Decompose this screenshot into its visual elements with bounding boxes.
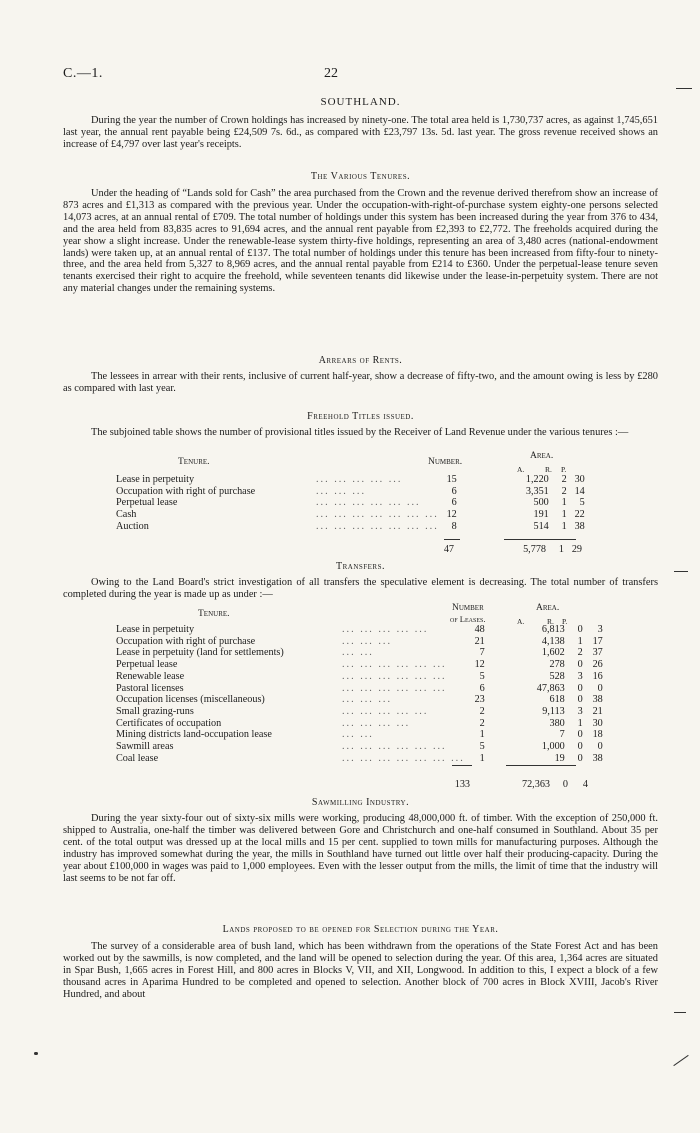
freehold-paragraph: The subjoined table shows the number of provisional titles issued by the Receiver of Land Revenue under the various tenures :— (91, 427, 629, 438)
transfers-tenure-cell: Perpetual lease (116, 659, 178, 671)
freehold-acres-cell: 3,351 (525, 485, 549, 497)
freehold-unit-a: A. (517, 465, 525, 474)
transfers-tenure-cell: Pastoral licenses (116, 682, 184, 694)
transfers-tenure-cell: Renewable lease (116, 670, 185, 682)
freehold-acres-cell: 500 (533, 497, 549, 509)
transfers-number-cell: 7 (479, 647, 485, 659)
transfers-row (116, 647, 603, 659)
freehold-total-number: 47 (443, 544, 454, 555)
transfers-number-cell: 2 (479, 717, 485, 729)
transfers-acres-cell: 380 (549, 717, 565, 729)
transfers-perches-cell: 38 (592, 694, 603, 706)
transfers-unit-a: A. (517, 617, 525, 626)
margin-mark (676, 88, 692, 89)
freehold-total-row (116, 544, 582, 556)
transfers-roods-cell: 2 (577, 647, 583, 659)
transfers-leader-dots: ... ... (342, 647, 374, 659)
freehold-tenure-cell: Occupation with right of purchase (116, 485, 256, 497)
transfers-col-area: Area. (536, 603, 560, 613)
freehold-col-number: Number. (428, 457, 463, 467)
intro-paragraph: During the year the number of Crown holdings has increased by ninety-one. The total area held is 1,730,737 acres, as against 1,745,651 last year, the annual rent payable being £24,509 7s. 6d., as compared with £23,797 13s. 5d. last year. The gross revenue received shows an increase of £4,797 over last year's receipts. (63, 115, 658, 150)
transfers-leader-dots: ... ... (342, 729, 374, 741)
transfers-leader-dots: ... ... ... ... ... (342, 624, 429, 635)
freehold-heading: Freehold Titles issued. (307, 411, 414, 422)
transfers-acres-cell: 47,863 (536, 682, 565, 694)
transfers-acres-cell: 1,000 (541, 741, 565, 753)
transfers-perches-cell: 17 (592, 635, 603, 647)
transfers-perches-cell: 3 (597, 624, 603, 635)
transfers-roods-cell: 0 (577, 752, 583, 764)
transfers-tenure-cell: Small grazing-runs (116, 705, 194, 717)
transfers-tenure-cell: Lease in perpetuity (land for settlements) (116, 647, 284, 659)
lands-proposed-paragraph: The survey of a considerable area of bush land, which has been withdrawn from the operations of the State Forest Act and has been worked out by the sawmills, is now completed, and the land will be opened to selection during the year. Of this area, 1,364 acres are situated in Spar Bush, 1,665 acres in Forest Hill, and 800 acres in Blocks V, VII, and XII, Longwood. In addition to this, I expect a block of a few thousand acres in Aparima Hundred to be completed and opened to selection. Another block of 700 acres in Block XVIII, Jacob's River Hundred, and about (63, 941, 658, 1000)
transfers-row (116, 671, 603, 683)
freehold-tenure-cell: Cash (116, 509, 137, 521)
transfers-number-cell: 21 (474, 635, 485, 647)
transfers-number-cell: 2 (479, 705, 485, 717)
transfers-roods-cell: 0 (577, 624, 583, 635)
transfers-row (116, 683, 603, 695)
transfers-perches-cell: 38 (592, 752, 603, 764)
margin-mark (673, 1055, 688, 1066)
transfers-number-cell: 1 (479, 729, 485, 741)
sawmilling-paragraph: During the year sixty-four out of sixty-six mills were working, producing 48,000,000 ft. of timber. With the exception of 250,000 ft. shipped to Australia, one-half the timber was delivered between Gore and Christchurch and one-half consumed in Southland. About 35 per cent. of the total output was dressed up at the local mills and 15 per cent. supplied to town mills for manufacturing purposes. Although the industry has improved somewhat during the year, the mills in Southland have turned out little over half their producing-capacity. During the year about £100,000 in wages was paid to 1,000 employees. Even with the lesser output from the mills, the limit of time that the industry will last seems to be not far off. (63, 813, 658, 884)
freehold-table (116, 474, 585, 533)
freehold-acres-cell: 1,220 (525, 474, 549, 485)
transfers-acres-cell: 6,813 (541, 624, 565, 635)
freehold-tenure-cell: Perpetual lease (116, 497, 178, 509)
transfers-tenure-cell: Mining districts land-occupation lease (116, 729, 272, 741)
transfers-unit-p: P. (562, 617, 568, 626)
transfers-row (116, 706, 603, 718)
transfers-number-cell: 23 (474, 694, 485, 706)
freehold-row (116, 509, 585, 521)
freehold-total-acres: 5,778 (523, 544, 546, 555)
freehold-leader-dots: ... ... ... ... ... ... ... (316, 509, 439, 521)
transfers-perches-cell: 16 (592, 670, 603, 682)
arrears-heading: Arrears of Rents. (318, 355, 403, 366)
transfers-roods-cell: 0 (577, 729, 583, 741)
margin-mark (674, 571, 688, 572)
freehold-row (116, 521, 585, 533)
transfers-leader-dots: ... ... ... ... (342, 717, 411, 729)
transfers-paragraph: Owing to the Land Board's strict investigation of all transfers the speculative element is decreasing. The total number of transfers completed during the year is made up as under :— (63, 577, 658, 600)
freehold-number-cell: 15 (446, 474, 457, 485)
transfers-row (116, 729, 603, 741)
freehold-leader-dots: ... ... ... ... ... ... ... (316, 520, 439, 532)
margin-mark (674, 1012, 686, 1013)
transfers-number-cell: 12 (474, 659, 485, 671)
freehold-roods-cell: 1 (561, 520, 567, 532)
transfers-acres-cell: 7 (559, 729, 565, 741)
transfers-leader-dots: ... ... ... ... ... ... (342, 659, 447, 671)
transfers-total-row (116, 779, 588, 791)
freehold-col-area: Area. (530, 451, 554, 461)
transfers-leader-dots: ... ... ... ... ... ... (342, 670, 447, 682)
transfers-total-roods: 0 (562, 779, 568, 790)
freehold-roods-cell: 1 (561, 497, 567, 509)
transfers-total-number: 133 (454, 779, 470, 790)
transfers-row (116, 718, 603, 730)
transfers-number-cell: 5 (479, 670, 485, 682)
freehold-perches-cell: 38 (574, 520, 585, 532)
transfers-leader-dots: ... ... ... ... ... ... ... (342, 752, 465, 764)
transfers-roods-cell: 0 (577, 682, 583, 694)
transfers-table (116, 624, 603, 764)
transfers-roods-cell: 3 (577, 705, 583, 717)
transfers-roods-cell: 0 (577, 659, 583, 671)
freehold-acres-cell: 514 (533, 520, 549, 532)
transfers-acres-cell: 528 (549, 670, 565, 682)
freehold-leader-dots: ... ... ... ... ... (316, 474, 403, 485)
transfers-tenure-cell: Sawmill areas (116, 741, 174, 753)
transfers-acres-cell: 19 (554, 752, 565, 764)
transfers-row (116, 624, 603, 636)
freehold-number-cell: 6 (451, 497, 457, 509)
page-number: 22 (324, 66, 338, 81)
transfers-number-cell: 5 (479, 741, 485, 753)
transfers-tenure-cell: Occupation with right of purchase (116, 635, 256, 647)
transfers-area-rule (506, 765, 576, 766)
freehold-perches-cell: 22 (574, 509, 585, 521)
series-code: C.—1. (63, 66, 103, 81)
transfers-perches-cell: 26 (592, 659, 603, 671)
freehold-number-cell: 12 (446, 509, 457, 521)
freehold-total-perches: 29 (571, 544, 582, 555)
transfers-acres-cell: 9,113 (542, 705, 565, 717)
freehold-roods-cell: 2 (561, 474, 567, 485)
lands-proposed-heading: Lands proposed to be opened for Selection during the Year. (222, 924, 499, 935)
transfers-roods-cell: 3 (577, 670, 583, 682)
tenures-paragraph: Under the heading of “Lands sold for Cash” the area purchased from the Crown and the revenue derived therefrom show an increase of 873 acres and £1,313 as compared with the previous year. Under the occupation-with-right-of-purchase system eighty-one persons selected 14,073 acres, at an annual rental of £709. The total number of holdings under this system has been increased during the year from 376 to 434, and the area held from 83,835 acres to 91,694 acres, and the annual rent payable from £2,393 to £2,772. The freeholds acquired during the year show a slight increase. Under the renewable-lease system thirty-five holdings, representing an area of 3,480 acres (national-endowment lands) were taken up, at an annual rental of £137. The total number of holdings under this tenure has been increased from fifty-four to ninety-three, and the area held from 5,327 to 8,969 acres, and the annual rental payable from £214 to £360. Under the perpetual-lease tenure seven tenants exercised their right to acquire the freehold, while seventeen tenants did likewise under the lease-in-perpetuity system. There are not any material changes under the remaining systems. (63, 188, 658, 295)
transfers-number-cell: 48 (474, 624, 485, 635)
transfers-leader-dots: ... ... ... (342, 635, 393, 647)
transfers-acres-cell: 618 (549, 694, 565, 706)
margin-mark (34, 1052, 38, 1055)
transfers-tenure-cell: Lease in perpetuity (116, 624, 195, 635)
transfers-leader-dots: ... ... ... ... ... ... (342, 741, 447, 753)
freehold-perches-cell: 5 (579, 497, 585, 509)
section-title: SOUTHLAND. (320, 96, 401, 108)
freehold-acres-cell: 191 (533, 509, 549, 521)
freehold-unit-p: P. (561, 465, 567, 474)
freehold-tenure-cell: Auction (116, 520, 149, 532)
transfers-row (116, 753, 603, 765)
freehold-number-cell: 8 (451, 520, 457, 532)
transfers-number-rule (452, 765, 472, 766)
freehold-col-tenure: Tenure. (178, 457, 210, 467)
freehold-area-rule (504, 539, 576, 540)
transfers-unit-r: R. (547, 617, 554, 626)
transfers-roods-cell: 1 (577, 717, 583, 729)
tenures-heading: The Various Tenures. (310, 171, 411, 182)
transfers-heading: Transfers. (335, 561, 385, 572)
transfers-perches-cell: 21 (592, 705, 603, 717)
transfers-tenure-cell: Occupation licenses (miscellaneous) (116, 694, 265, 706)
transfers-number-cell: 1 (479, 752, 485, 764)
transfers-col-tenure: Tenure. (198, 609, 230, 619)
transfers-tenure-cell: Certificates of occupation (116, 717, 222, 729)
transfers-roods-cell: 1 (577, 635, 583, 647)
transfers-perches-cell: 0 (597, 682, 603, 694)
freehold-row (116, 486, 585, 498)
transfers-roods-cell: 0 (577, 694, 583, 706)
freehold-number-rule (444, 539, 460, 540)
transfers-acres-cell: 4,138 (541, 635, 565, 647)
transfers-total-perches: 4 (582, 779, 588, 790)
transfers-perches-cell: 37 (592, 647, 603, 659)
freehold-perches-cell: 14 (574, 485, 585, 497)
freehold-roods-cell: 2 (561, 485, 567, 497)
transfers-leader-dots: ... ... ... ... ... (342, 705, 429, 717)
transfers-perches-cell: 0 (597, 741, 603, 753)
transfers-row (116, 636, 603, 648)
freehold-unit-r: R. (545, 465, 552, 474)
transfers-row (116, 659, 603, 671)
arrears-paragraph: The lessees in arrear with their rents, inclusive of current half-year, show a decrease of fifty-two, and the amount owing is less by £280 as compared with last year. (63, 371, 658, 394)
transfers-total-acres: 72,363 (521, 779, 550, 790)
transfers-leader-dots: ... ... ... (342, 694, 393, 706)
transfers-number-cell: 6 (479, 682, 485, 694)
freehold-roods-cell: 1 (561, 509, 567, 521)
transfers-row (116, 741, 603, 753)
transfers-col-number-2: of Leases. (450, 614, 486, 624)
transfers-acres-cell: 278 (549, 659, 565, 671)
transfers-leader-dots: ... ... ... ... ... ... (342, 682, 447, 694)
freehold-leader-dots: ... ... ... ... ... ... (316, 497, 421, 509)
transfers-perches-cell: 18 (592, 729, 603, 741)
freehold-total-roods: 1 (558, 544, 564, 555)
transfers-acres-cell: 1,602 (541, 647, 565, 659)
freehold-number-cell: 6 (451, 485, 457, 497)
sawmilling-heading: Sawmilling Industry. (311, 797, 410, 808)
freehold-row (116, 497, 585, 509)
freehold-perches-cell: 30 (574, 474, 585, 485)
transfers-perches-cell: 30 (592, 717, 603, 729)
transfers-tenure-cell: Coal lease (116, 752, 159, 764)
freehold-row (116, 474, 585, 486)
freehold-leader-dots: ... ... ... (316, 485, 367, 497)
freehold-tenure-cell: Lease in perpetuity (116, 474, 195, 485)
transfers-row (116, 694, 603, 706)
transfers-col-number-1: Number (452, 603, 484, 613)
transfers-roods-cell: 0 (577, 741, 583, 753)
